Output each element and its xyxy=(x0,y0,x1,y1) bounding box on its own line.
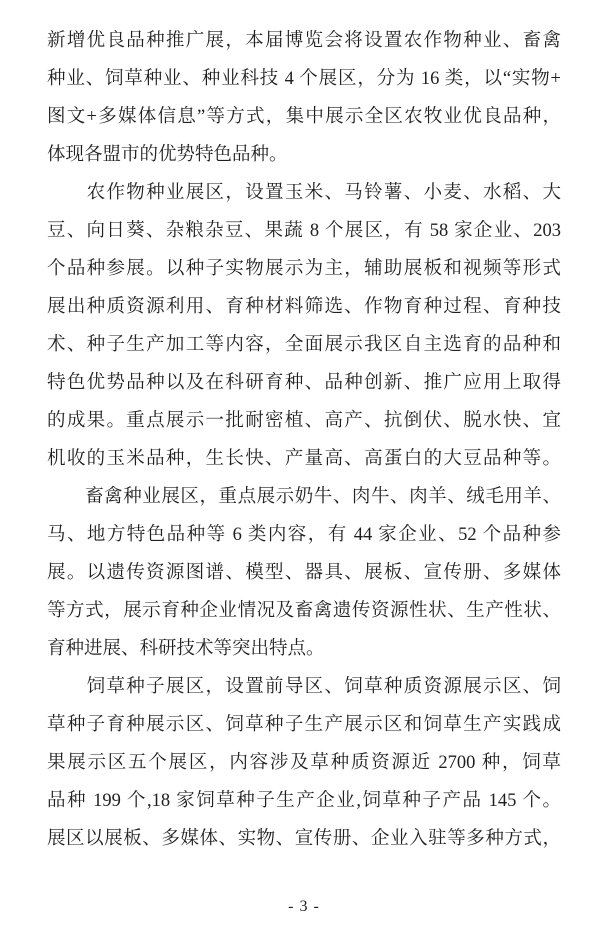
text-line: 等方式，展示育种企业情况及畜禽遗传资源性状、生产性状、 xyxy=(47,601,561,621)
text-line: 术、种子生产加工等内容，全面展示我区自主选育的品种和 xyxy=(47,335,561,355)
text-line: 种业、饲草种业、种业科技 4 个展区，分为 16 类，以“实物+ xyxy=(47,69,561,89)
text-line: 品种 199 个,18 家饲草种子生产企业,饲草种子产品 145 个。 xyxy=(47,791,561,811)
text-line: 育种进展、科研技术等突出特点。 xyxy=(47,639,325,659)
text-line: 果展示区五个展区，内容涉及草种质资源近 2700 种，饲草 xyxy=(47,753,561,773)
text-line: 新增优良品种推广展，本届博览会将设置农作物种业、畜禽 xyxy=(47,31,561,51)
page-number: - 3 - xyxy=(288,898,320,915)
document-body xyxy=(47,22,561,858)
text-line: 展。以遗传资源图谱、模型、器具、展板、宣传册、多媒体 xyxy=(47,563,561,583)
text-line: 饲草种子展区，设置前导区、饲草种质资源展示区、饲 xyxy=(47,677,561,697)
text-line: 豆、向日葵、杂粮杂豆、果蔬 8 个展区，有 58 家企业、203 xyxy=(47,221,561,241)
text-line: 特色优势品种以及在科研育种、品种创新、推广应用上取得 xyxy=(47,373,561,393)
text-line: 马、地方特色品种等 6 类内容，有 44 家企业、52 个品种参 xyxy=(47,525,561,545)
text-line: 草种子育种展示区、饲草种子生产展示区和饲草生产实践成 xyxy=(47,715,561,735)
text-line: 图文+多媒体信息”等方式，集中展示全区农牧业优良品种， xyxy=(47,107,561,127)
text-line: 农作物种业展区，设置玉米、马铃薯、小麦、水稻、大 xyxy=(47,183,561,203)
text-line: 的成果。重点展示一批耐密植、高产、抗倒伏、脱水快、宜 xyxy=(47,411,561,431)
text-line: 展出种质资源利用、育种材料筛选、作物育种过程、育种技 xyxy=(47,297,561,317)
text-line: 机收的玉米品种，生长快、产量高、高蛋白的大豆品种等。 xyxy=(47,449,561,469)
text-line: 体现各盟市的优势特色品种。 xyxy=(47,145,288,165)
text-line: 畜禽种业展区，重点展示奶牛、肉牛、肉羊、绒毛用羊、 xyxy=(47,487,561,507)
text-line: 展区以展板、多媒体、实物、宣传册、企业入驻等多种方式， xyxy=(47,829,561,849)
text-line: 个品种参展。以种子实物展示为主，辅助展板和视频等形式 xyxy=(47,259,561,279)
